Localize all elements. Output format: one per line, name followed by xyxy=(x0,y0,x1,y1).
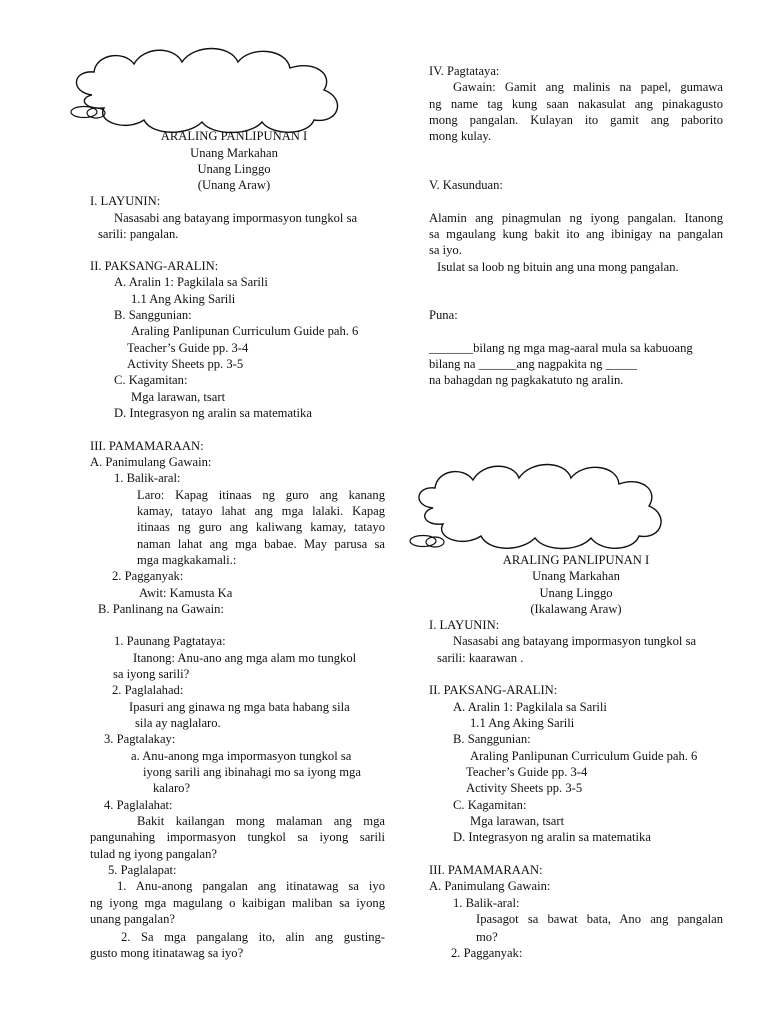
left-reference: Activity Sheets pp. 3-5 xyxy=(127,357,244,371)
thought-cloud-left-icon xyxy=(62,40,362,136)
right-alamin: Alamin ang pinagmulan ng iyong pangalan. Itanong xyxy=(429,211,723,225)
left-bakit: tulad ng iyong pangalan? xyxy=(90,847,217,861)
right-kasunduan-heading: V. Kasunduan: xyxy=(429,178,503,192)
left-question-1: unang pangalan? xyxy=(90,912,175,926)
right-aralin: A. Aralin 1: Pagkilala sa Sarili xyxy=(453,700,607,714)
right-sanggunian: B. Sanggunian: xyxy=(453,732,531,746)
right-kagamitan: C. Kagamitan: xyxy=(453,798,527,812)
right-week: Unang Linggo xyxy=(539,586,613,600)
left-title: ARALING PANLIPUNAN I xyxy=(160,129,308,143)
right-pagtataya-heading: IV. Pagtataya: xyxy=(429,64,500,78)
left-layunin-heading: I. LAYUNIN: xyxy=(90,194,161,208)
right-reference: Activity Sheets pp. 3-5 xyxy=(466,781,583,795)
left-integrasyon: D. Integrasyon ng aralin sa matematika xyxy=(114,406,312,420)
left-reference: Teacher’s Guide pp. 3-4 xyxy=(127,341,249,355)
right-pamamaraan-heading: III. PAMAMARAAN: xyxy=(429,863,543,877)
left-week: Unang Linggo xyxy=(197,162,271,176)
left-sanggunian: B. Sanggunian: xyxy=(114,308,192,322)
right-aralin-sub: 1.1 Ang Aking Sarili xyxy=(470,716,575,730)
right-gawain: ng name tag kung saan nakasulat ang pinakagusto xyxy=(429,97,723,111)
left-tanong-a: kalaro? xyxy=(153,781,191,795)
left-laro-text: Laro: Kapag itinaas ng guro ang kanang xyxy=(137,488,385,502)
left-paglalahat: 4. Paglalahat: xyxy=(104,798,173,812)
left-paunang: 1. Paunang Pagtataya: xyxy=(114,634,226,648)
right-pagganyak: 2. Pagganyak: xyxy=(451,946,523,960)
right-balik-aral: 1. Balik-aral: xyxy=(453,896,520,910)
left-day: (Unang Araw) xyxy=(197,178,271,192)
left-tanong-a: iyong sarili ang ibinahagi mo sa iyong mga xyxy=(143,765,361,779)
left-question-2: gusto mong itinatawag sa iyo? xyxy=(90,946,244,960)
left-reference: Araling Panlipunan Curriculum Guide pah. 6 xyxy=(131,324,359,338)
right-alamin: sa mgaulang kung bakit ito ang ibinigay na pangalan xyxy=(429,227,723,241)
right-day: (Ikalawang Araw) xyxy=(530,602,622,616)
left-laro-text: kamay, tatayo lahat ang mga lalaki. Kapag xyxy=(137,504,385,518)
left-ipasuri: Ipasuri ang ginawa ng mga bata habang sila xyxy=(129,700,350,714)
left-layunin-text: sarili: pangalan. xyxy=(98,227,179,241)
right-panimula: A. Panimulang Gawain: xyxy=(429,879,551,893)
left-itanong: sa iyong sarili? xyxy=(113,667,190,681)
left-itanong: Itanong: Anu-ano ang mga alam mo tungkol xyxy=(133,651,357,665)
right-integrasyon: D. Integrasyon ng aralin sa matematika xyxy=(453,830,651,844)
right-layunin-text: sarili: kaarawan . xyxy=(437,651,524,665)
left-question-2: 2. Sa mga pangalang ito, alin ang gusting- xyxy=(121,930,385,944)
left-paglalapat: 5. Paglalapat: xyxy=(108,863,177,877)
right-paksa-heading: II. PAKSANG-ARALIN: xyxy=(429,683,558,697)
left-paglalahad: 2. Paglalahad: xyxy=(112,683,184,697)
left-question-1: ng iyong mga magulang o kaibigan maliban sa iyong xyxy=(90,896,385,910)
right-layunin-heading: I. LAYUNIN: xyxy=(429,618,500,632)
right-gawain: Gawain: Gamit ang malinis na papel, gumawa xyxy=(453,80,723,94)
left-kagamitan: C. Kagamitan: xyxy=(114,373,188,387)
left-bakit: pangunahing impormasyon tungkol sa iyong sarili xyxy=(90,830,385,844)
left-paksa-heading: II. PAKSANG-ARALIN: xyxy=(90,259,219,273)
left-laro-text: mga magkakamali.: xyxy=(137,553,237,567)
left-materials: Mga larawan, tsart xyxy=(131,390,226,404)
left-tanong-a: a. Anu-anong mga impormasyon tungkol sa xyxy=(131,749,352,763)
left-panimula: A. Panimulang Gawain: xyxy=(90,455,212,469)
right-puna-line: na bahagdan ng pagkakatuto ng aralin. xyxy=(429,373,624,387)
right-ipasagot: mo? xyxy=(476,930,498,944)
left-aralin-sub: 1.1 Ang Aking Sarili xyxy=(131,292,236,306)
left-question-1: 1. Anu-anong pangalan ang itinatawag sa iyo xyxy=(117,879,385,893)
right-ipasagot: Ipasagot sa bawat bata, Ano ang pangalan xyxy=(476,912,723,926)
left-awit: Awit: Kamusta Ka xyxy=(139,586,233,600)
right-puna-line: bilang na ______ang nagpakita ng _____ xyxy=(429,357,638,371)
right-title: ARALING PANLIPUNAN I xyxy=(502,553,650,567)
right-quarter: Unang Markahan xyxy=(532,569,620,583)
left-laro-text: naman lahat ang mga babae. May parusa sa xyxy=(137,537,385,551)
thought-cloud-right-icon xyxy=(405,458,667,554)
left-layunin-text: Nasasabi ang batayang impormasyon tungkol sa xyxy=(114,211,358,225)
left-ipasuri: sila ay naglalaro. xyxy=(135,716,221,730)
left-pagtalakay: 3. Pagtalakay: xyxy=(104,732,176,746)
left-panlinang: B. Panlinang na Gawain: xyxy=(98,602,224,616)
left-bakit: Bakit kailangan mong malaman ang mga xyxy=(137,814,385,828)
left-aralin: A. Aralin 1: Pagkilala sa Sarili xyxy=(114,275,268,289)
right-gawain: mong pangalan. Kulayan ito gamit ang paborito xyxy=(429,113,723,127)
left-balik-aral: 1. Balik-aral: xyxy=(114,471,181,485)
right-puna-line: _______bilang ng mga mag-aaral mula sa kabuoang xyxy=(429,341,693,355)
right-alamin: sa iyo. xyxy=(429,243,462,257)
right-puna-heading: Puna: xyxy=(429,308,458,322)
left-laro-text: itinaas ng guro ang kaliwang kamay, tatayo xyxy=(137,520,385,534)
left-pagganyak: 2. Pagganyak: xyxy=(112,569,184,583)
left-pamamaraan-heading: III. PAMAMARAAN: xyxy=(90,439,204,453)
right-layunin-text: Nasasabi ang batayang impormasyon tungkol sa xyxy=(453,634,697,648)
right-reference: Araling Panlipunan Curriculum Guide pah. 6 xyxy=(470,749,698,763)
left-quarter: Unang Markahan xyxy=(190,146,278,160)
right-materials: Mga larawan, tsart xyxy=(470,814,565,828)
right-reference: Teacher’s Guide pp. 3-4 xyxy=(466,765,588,779)
right-isulat: Isulat sa loob ng bituin ang una mong pangalan. xyxy=(437,260,679,274)
right-gawain: mong kulay. xyxy=(429,129,492,143)
